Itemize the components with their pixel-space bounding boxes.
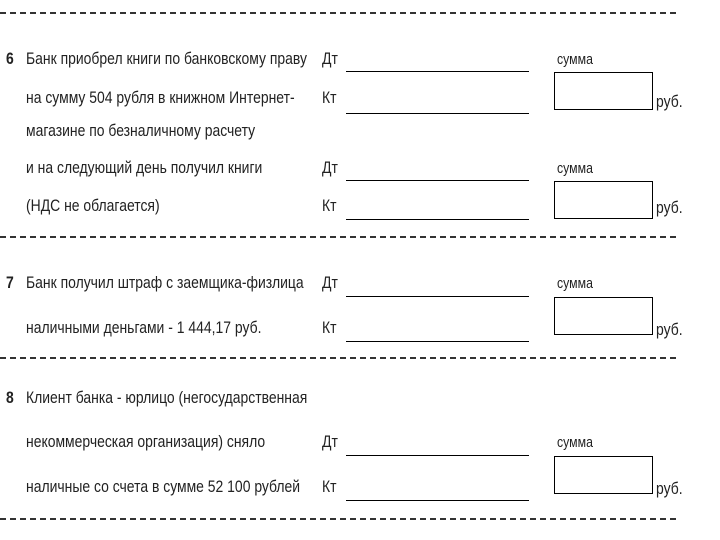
credit-label: Кт [322, 477, 337, 496]
sum-field[interactable] [554, 297, 653, 335]
debit-account-field[interactable] [346, 296, 529, 297]
debit-label: Дт [322, 273, 338, 292]
credit-label: Кт [322, 88, 337, 107]
credit-label: Кт [322, 318, 337, 337]
credit-label: Кт [322, 196, 337, 215]
credit-account-field[interactable] [346, 219, 529, 220]
rub-label: руб. [656, 320, 683, 339]
debit-label: Дт [322, 432, 338, 451]
sum-field[interactable] [554, 72, 653, 110]
rub-label: руб. [656, 479, 683, 498]
task-text-line: и на следующий день получил книги [26, 158, 263, 177]
task-number: 7 [6, 273, 14, 292]
sum-field[interactable] [554, 456, 653, 494]
debit-label: Дт [322, 158, 338, 177]
sum-label: сумма [557, 51, 593, 68]
sum-field[interactable] [554, 181, 653, 219]
task-number: 6 [6, 49, 14, 68]
credit-account-field[interactable] [346, 341, 529, 342]
sum-label: сумма [557, 275, 593, 292]
rub-label: руб. [656, 92, 683, 111]
task-text-line: некоммерческая организация) сняло [26, 432, 266, 451]
debit-account-field[interactable] [346, 71, 529, 72]
task-text-line: Клиент банка - юрлицо (негосударственная [26, 388, 308, 407]
task-text-line: наличными деньгами - 1 444,17 руб. [26, 318, 262, 337]
dashed-separator [0, 518, 676, 520]
debit-account-field[interactable] [346, 180, 529, 181]
debit-label: Дт [322, 49, 338, 68]
dashed-separator [0, 236, 676, 238]
sum-label: сумма [557, 434, 593, 451]
task-text-line: наличные со счета в сумме 52 100 рублей [26, 477, 301, 496]
dashed-separator [0, 12, 676, 14]
task-number: 8 [6, 388, 14, 407]
sum-label: сумма [557, 160, 593, 177]
task-text-line: (НДС не облагается) [26, 196, 160, 215]
dashed-separator [0, 357, 676, 359]
debit-account-field[interactable] [346, 455, 529, 456]
credit-account-field[interactable] [346, 113, 529, 114]
credit-account-field[interactable] [346, 500, 529, 501]
task-text-line: на сумму 504 рубля в книжном Интернет- [26, 88, 295, 107]
rub-label: руб. [656, 198, 683, 217]
task-text-line: магазине по безналичному расчету [26, 121, 256, 140]
task-text-line: Банк получил штраф с заемщика-физлица [26, 273, 304, 292]
task-text-line: Банк приобрел книги по банковскому праву [26, 49, 308, 68]
